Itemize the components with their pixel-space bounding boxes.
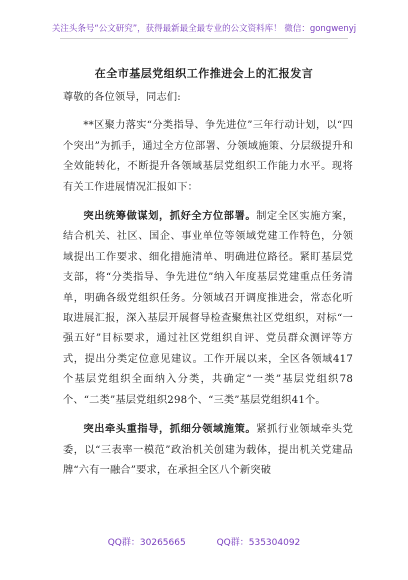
paragraph-spacer [63, 108, 353, 116]
footer-qq-group-2: QQ群：535304092 [216, 538, 301, 548]
paragraph-section-2 [63, 419, 353, 481]
section-2-text: 紧抓行业领域牵头党委，以“三表率一模范”政治机关创建为载体，提出机关党建品牌“六有一融合”要求，在承担全区八个新突破 [63, 424, 353, 476]
footer-qq-group-1: QQ群：30265665 [107, 538, 186, 548]
paragraph-spacer [63, 198, 353, 206]
document-title: 在全市基层党组织工作推进会上的汇报发言 [94, 67, 314, 80]
paragraph-intro: **区聚力落实“分类指导、争先进位”三年行动计划，以“四个突出”为抓手，通过全方位部署、分领域施策、分层级提升和全效能转化，不断提升各领域基层党组织工作能力水平。现将有关工作进展情况汇报如下： [63, 120, 353, 193]
salutation: 尊敬的各位领导，同志们: [63, 92, 181, 103]
paragraph-section-1 [63, 206, 353, 411]
header-divider [60, 38, 348, 39]
document-body [63, 88, 353, 481]
header-banner: 关注头条号“公文研究”，获得最新最全最专业的公文资料库！ 微信：gongwenyj [51, 24, 357, 34]
paragraph-spacer [63, 411, 353, 419]
section-1-text: 制定全区实施方案，结合机关、社区、国企、事业单位等领域党建工作特色，分领域提出工作要求、细化措施清单、明确进位路径。紧盯基层党支部，将“分类指导、争先进位”纳入年度基层党建重点任务清单，明确各级党组织任务。分领域召开调度推进会，常态化听取进展汇报，深入基层开展督导检查聚焦社区党组织，对标“一强五好”目标要求，通过社区党组织自评、党员群众测评等方式，提出分类定位意见建议。工作开展以来，全区各领域417个基层党组织全面纳入分类，共确定“一类”基层党组织78个、“二类”基层党组织298个、“三类”基层党组织41个。 [63, 211, 353, 406]
section-2-heading: 突出牵头重指导，抓细分领域施策。 [83, 423, 257, 436]
section-1-heading: 突出统筹做谋划，抓好全方位部署。 [83, 210, 257, 223]
footer [0, 535, 408, 548]
